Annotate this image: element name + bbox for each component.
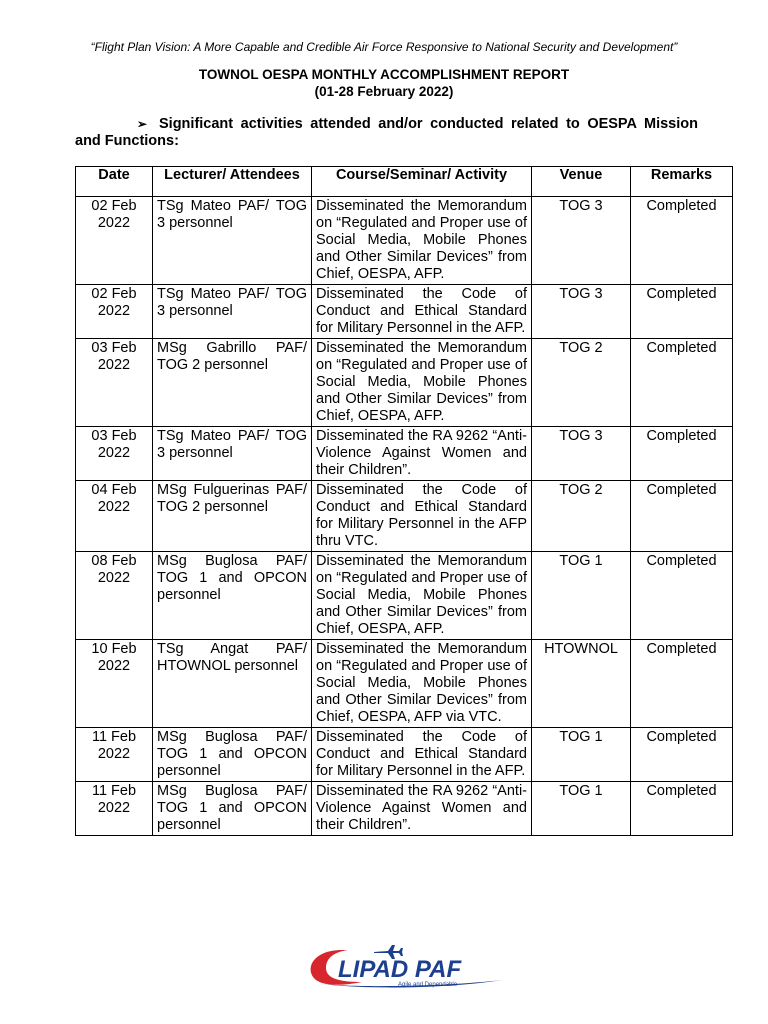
cell-remarks: Completed: [631, 782, 733, 836]
cell-date: 03 Feb 2022: [76, 427, 153, 481]
logo-text: LIPAD PAF: [338, 956, 462, 983]
cell-activity: Disseminated the RA 9262 “Anti-Violence Against Women and their Children”.: [312, 427, 532, 481]
column-header: Venue: [532, 167, 631, 197]
table-row: [76, 481, 733, 552]
accomplishment-table: [75, 166, 733, 836]
report-title: [0, 66, 768, 100]
cell-attendees: MSg Fulguerinas PAF/ TOG 2 personnel: [153, 481, 312, 552]
cell-attendees: MSg Buglosa PAF/ TOG 1 and OPCON personnel: [153, 782, 312, 836]
cell-venue: TOG 2: [532, 481, 631, 552]
cell-activity: Disseminated the Code of Conduct and Ethical Standard for Military Personnel in the AFP.: [312, 728, 532, 782]
table-row: [76, 640, 733, 728]
cell-activity: Disseminated the Memorandum on “Regulated and Proper use of Social Media, Mobile Phones and Other Similar Devices” from Chief, OESPA, AFP.: [312, 197, 532, 285]
cell-venue: TOG 1: [532, 728, 631, 782]
cell-activity: Disseminated the Memorandum on “Regulated and Proper use of Social Media, Mobile Phones and Other Similar Devices” from Chief, OESPA, AFP.: [312, 339, 532, 427]
motto: “Flight Plan Vision: A More Capable and Credible Air Force Responsive to National Security and Development”: [90, 40, 678, 54]
cell-attendees: TSg Mateo PAF/ TOG 3 personnel: [153, 197, 312, 285]
cell-date: 11 Feb 2022: [76, 782, 153, 836]
section-heading: [75, 116, 698, 150]
cell-date: 02 Feb 2022: [76, 285, 153, 339]
cell-date: 10 Feb 2022: [76, 640, 153, 728]
report-title-text: TOWNOL OESPA MONTHLY ACCOMPLISHMENT REPORT: [198, 67, 570, 82]
cell-remarks: Completed: [631, 640, 733, 728]
cell-activity: Disseminated the Memorandum on “Regulated and Proper use of Social Media, Mobile Phones and Other Similar Devices” from Chief, OESPA, AFP.: [312, 552, 532, 640]
cell-venue: TOG 2: [532, 339, 631, 427]
section-heading-text: Significant activities attended and/or conducted related to OESPA Mission and Functions:: [75, 116, 698, 149]
table-row: [76, 552, 733, 640]
arrow-bullet-icon: ➢: [137, 117, 148, 131]
cell-date: 02 Feb 2022: [76, 197, 153, 285]
cell-venue: TOG 1: [532, 552, 631, 640]
cell-attendees: MSg Buglosa PAF/ TOG 1 and OPCON personnel: [153, 728, 312, 782]
report-period: (01-28 February 2022): [314, 84, 454, 99]
cell-attendees: MSg Buglosa PAF/ TOG 1 and OPCON personnel: [153, 552, 312, 640]
cell-date: 04 Feb 2022: [76, 481, 153, 552]
cell-venue: TOG 3: [532, 285, 631, 339]
cell-remarks: Completed: [631, 339, 733, 427]
table-row: [76, 285, 733, 339]
table-row: [76, 728, 733, 782]
cell-date: 08 Feb 2022: [76, 552, 153, 640]
table-row: [76, 197, 733, 285]
cell-venue: TOG 3: [532, 197, 631, 285]
cell-activity: Disseminated the RA 9262 “Anti-Violence Against Women and their Children”.: [312, 782, 532, 836]
cell-activity: Disseminated the Memorandum on “Regulated and Proper use of Social Media, Mobile Phones and Other Similar Devices” from Chief, OESPA, AFP via VTC.: [312, 640, 532, 728]
cell-venue: HTOWNOL: [532, 640, 631, 728]
table-row: [76, 427, 733, 481]
column-header: Date: [76, 167, 153, 197]
cell-remarks: Completed: [631, 285, 733, 339]
cell-remarks: Completed: [631, 552, 733, 640]
cell-activity: Disseminated the Code of Conduct and Ethical Standard for Military Personnel in the AFP.: [312, 285, 532, 339]
table-header-row: [76, 167, 733, 197]
cell-attendees: TSg Mateo PAF/ TOG 3 personnel: [153, 427, 312, 481]
cell-attendees: TSg Mateo PAF/ TOG 3 personnel: [153, 285, 312, 339]
cell-remarks: Completed: [631, 481, 733, 552]
cell-venue: TOG 3: [532, 427, 631, 481]
cell-date: 11 Feb 2022: [76, 728, 153, 782]
cell-remarks: Completed: [631, 728, 733, 782]
cell-attendees: TSg Angat PAF/ HTOWNOL personnel: [153, 640, 312, 728]
cell-activity: Disseminated the Code of Conduct and Ethical Standard for Military Personnel in the AFP thru VTC.: [312, 481, 532, 552]
cell-venue: TOG 1: [532, 782, 631, 836]
lipad-paf-logo-graphic: [302, 944, 530, 990]
column-header: Lecturer/ Attendees: [153, 167, 312, 197]
table-row: [76, 339, 733, 427]
column-header: Remarks: [631, 167, 733, 197]
cell-date: 03 Feb 2022: [76, 339, 153, 427]
cell-attendees: MSg Gabrillo PAF/ TOG 2 personnel: [153, 339, 312, 427]
lipad-paf-logo: [302, 944, 530, 990]
column-header: Course/Seminar/ Activity: [312, 167, 532, 197]
cell-remarks: Completed: [631, 427, 733, 481]
logo-tagline: Agile and Dependable: [398, 982, 458, 988]
table-row: [76, 782, 733, 836]
cell-remarks: Completed: [631, 197, 733, 285]
